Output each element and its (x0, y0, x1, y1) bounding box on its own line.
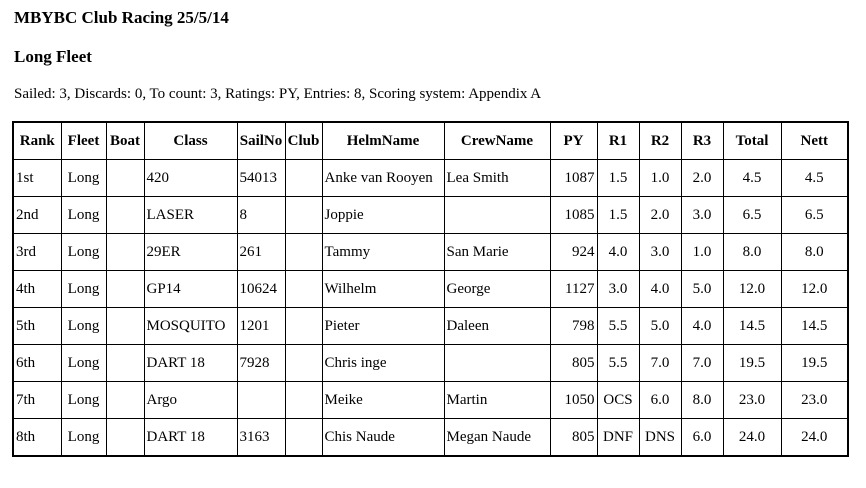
results-table (12, 121, 849, 457)
cell-r3: 6.0 (681, 419, 723, 457)
table-row (13, 271, 848, 308)
cell-club (285, 419, 322, 457)
cell-py: 924 (550, 234, 597, 271)
col-header-sailno: SailNo (237, 122, 285, 160)
cell-class: MOSQUITO (144, 308, 237, 345)
cell-total: 12.0 (723, 271, 781, 308)
cell-fleet: Long (61, 160, 106, 197)
cell-class: DART 18 (144, 345, 237, 382)
cell-boat (106, 345, 144, 382)
cell-boat (106, 160, 144, 197)
cell-r2: 2.0 (639, 197, 681, 234)
cell-sailno: 8 (237, 197, 285, 234)
cell-nett: 12.0 (781, 271, 848, 308)
cell-class: DART 18 (144, 419, 237, 457)
cell-r3: 8.0 (681, 382, 723, 419)
col-header-total: Total (723, 122, 781, 160)
cell-r1: 1.5 (597, 160, 639, 197)
cell-helmname: Pieter (322, 308, 444, 345)
cell-club (285, 308, 322, 345)
cell-boat (106, 308, 144, 345)
cell-r3: 5.0 (681, 271, 723, 308)
cell-helmname: Wilhelm (322, 271, 444, 308)
cell-r3: 4.0 (681, 308, 723, 345)
cell-r2: 7.0 (639, 345, 681, 382)
cell-py: 805 (550, 345, 597, 382)
cell-class: LASER (144, 197, 237, 234)
cell-crewname: Daleen (444, 308, 550, 345)
page-title: MBYBC Club Racing 25/5/14 (14, 8, 229, 27)
cell-helmname: Tammy (322, 234, 444, 271)
cell-nett: 14.5 (781, 308, 848, 345)
cell-fleet: Long (61, 345, 106, 382)
cell-sailno: 7928 (237, 345, 285, 382)
cell-total: 24.0 (723, 419, 781, 457)
cell-crewname: San Marie (444, 234, 550, 271)
cell-r3: 2.0 (681, 160, 723, 197)
fleet-title: Long Fleet (14, 47, 92, 66)
cell-py: 1127 (550, 271, 597, 308)
col-header-club: Club (285, 122, 322, 160)
cell-helmname: Meike (322, 382, 444, 419)
cell-py: 805 (550, 419, 597, 457)
cell-nett: 19.5 (781, 345, 848, 382)
cell-total: 6.5 (723, 197, 781, 234)
cell-boat (106, 419, 144, 457)
cell-r1: 4.0 (597, 234, 639, 271)
cell-sailno: 3163 (237, 419, 285, 457)
col-header-crewname: CrewName (444, 122, 550, 160)
cell-crewname: Lea Smith (444, 160, 550, 197)
cell-helmname: Joppie (322, 197, 444, 234)
cell-r2: DNS (639, 419, 681, 457)
col-header-fleet: Fleet (61, 122, 106, 160)
cell-crewname (444, 345, 550, 382)
cell-r1: 5.5 (597, 308, 639, 345)
cell-py: 1050 (550, 382, 597, 419)
cell-fleet: Long (61, 197, 106, 234)
cell-helmname: Chris inge (322, 345, 444, 382)
cell-class: 420 (144, 160, 237, 197)
cell-total: 23.0 (723, 382, 781, 419)
cell-total: 8.0 (723, 234, 781, 271)
cell-club (285, 234, 322, 271)
cell-total: 19.5 (723, 345, 781, 382)
cell-fleet: Long (61, 308, 106, 345)
cell-boat (106, 271, 144, 308)
col-header-boat: Boat (106, 122, 144, 160)
cell-r2: 3.0 (639, 234, 681, 271)
col-header-class: Class (144, 122, 237, 160)
cell-nett: 24.0 (781, 419, 848, 457)
col-header-r1: R1 (597, 122, 639, 160)
cell-fleet: Long (61, 271, 106, 308)
cell-r3: 1.0 (681, 234, 723, 271)
col-header-r2: R2 (639, 122, 681, 160)
cell-fleet: Long (61, 419, 106, 457)
cell-sailno: 54013 (237, 160, 285, 197)
table-row (13, 160, 848, 197)
cell-r1: OCS (597, 382, 639, 419)
cell-py: 798 (550, 308, 597, 345)
col-header-py: PY (550, 122, 597, 160)
table-row (13, 419, 848, 457)
cell-class: 29ER (144, 234, 237, 271)
cell-r3: 3.0 (681, 197, 723, 234)
cell-rank: 6th (13, 345, 61, 382)
cell-r1: 3.0 (597, 271, 639, 308)
header-row (13, 122, 848, 160)
cell-r2: 6.0 (639, 382, 681, 419)
cell-total: 4.5 (723, 160, 781, 197)
cell-py: 1087 (550, 160, 597, 197)
cell-rank: 7th (13, 382, 61, 419)
cell-sailno: 1201 (237, 308, 285, 345)
cell-helmname: Chis Naude (322, 419, 444, 457)
cell-rank: 4th (13, 271, 61, 308)
cell-helmname: Anke van Rooyen (322, 160, 444, 197)
col-header-rank: Rank (13, 122, 61, 160)
table-row (13, 197, 848, 234)
table-row (13, 382, 848, 419)
cell-sailno: 10624 (237, 271, 285, 308)
series-summary: Sailed: 3, Discards: 0, To count: 3, Ratings: PY, Entries: 8, Scoring system: Appendix A (14, 86, 542, 102)
table-row (13, 345, 848, 382)
cell-rank: 1st (13, 160, 61, 197)
col-header-r3: R3 (681, 122, 723, 160)
cell-crewname (444, 197, 550, 234)
cell-r1: 5.5 (597, 345, 639, 382)
cell-fleet: Long (61, 382, 106, 419)
cell-r2: 1.0 (639, 160, 681, 197)
cell-r2: 4.0 (639, 271, 681, 308)
cell-sailno: 261 (237, 234, 285, 271)
cell-rank: 3rd (13, 234, 61, 271)
cell-rank: 5th (13, 308, 61, 345)
cell-nett: 8.0 (781, 234, 848, 271)
cell-crewname: Megan Naude (444, 419, 550, 457)
cell-r2: 5.0 (639, 308, 681, 345)
cell-club (285, 345, 322, 382)
cell-boat (106, 197, 144, 234)
cell-club (285, 197, 322, 234)
cell-club (285, 160, 322, 197)
cell-py: 1085 (550, 197, 597, 234)
cell-fleet: Long (61, 234, 106, 271)
cell-r1: 1.5 (597, 197, 639, 234)
cell-nett: 4.5 (781, 160, 848, 197)
cell-crewname: George (444, 271, 550, 308)
table-row (13, 234, 848, 271)
cell-r3: 7.0 (681, 345, 723, 382)
table-row (13, 308, 848, 345)
cell-crewname: Martin (444, 382, 550, 419)
col-header-helmname: HelmName (322, 122, 444, 160)
cell-rank: 2nd (13, 197, 61, 234)
cell-club (285, 382, 322, 419)
cell-class: Argo (144, 382, 237, 419)
cell-rank: 8th (13, 419, 61, 457)
cell-nett: 6.5 (781, 197, 848, 234)
cell-boat (106, 234, 144, 271)
cell-boat (106, 382, 144, 419)
cell-r1: DNF (597, 419, 639, 457)
cell-nett: 23.0 (781, 382, 848, 419)
cell-class: GP14 (144, 271, 237, 308)
cell-sailno (237, 382, 285, 419)
cell-club (285, 271, 322, 308)
cell-total: 14.5 (723, 308, 781, 345)
col-header-nett: Nett (781, 122, 848, 160)
